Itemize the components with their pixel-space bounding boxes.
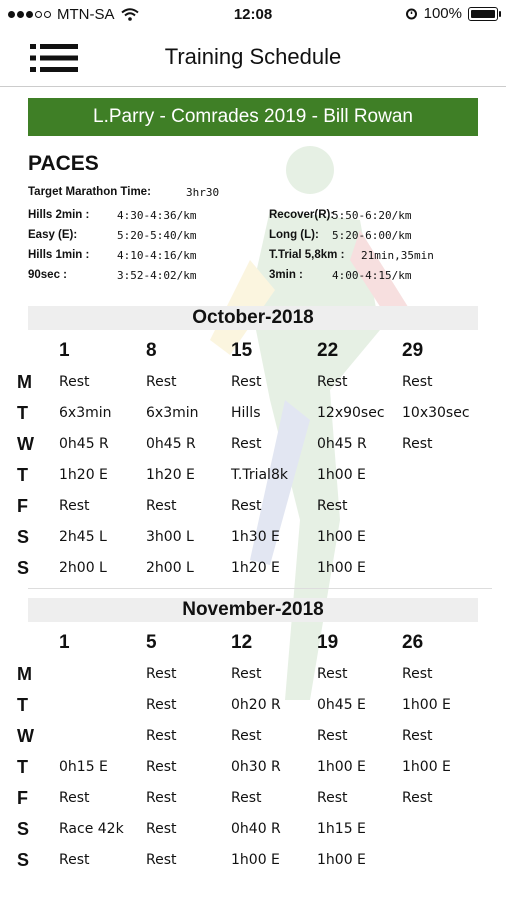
workout-cell: Rest	[59, 852, 90, 868]
workout-cell: 1h30 E	[231, 529, 280, 545]
workout-cell: Rest	[59, 374, 90, 390]
workout-cell: Rest	[146, 821, 177, 837]
plan-banner: L.Parry - Comrades 2019 - Bill Rowan	[28, 98, 478, 136]
workout-cell: 0h45 E	[317, 697, 366, 713]
pace-item	[269, 249, 434, 262]
week-start-date: 1	[59, 340, 70, 361]
workout-cell: Rest	[231, 666, 262, 682]
workout-cell: 3h00 L	[146, 529, 194, 545]
workout-cell: Rest	[146, 728, 177, 744]
pace-value: 5:50-6:20/km	[332, 209, 412, 222]
target-label: Target Marathon Time:	[28, 186, 151, 198]
day-of-week-label: F	[17, 496, 28, 516]
workout-cell: Race 42k	[59, 821, 124, 837]
pace-value: 4:30-4:36/km	[117, 209, 197, 222]
week-start-date: 22	[317, 340, 339, 361]
workout-cell: 1h15 E	[317, 821, 366, 837]
workout-cell: 1h00 E	[317, 852, 366, 868]
week-start-date: 8	[146, 340, 157, 361]
workout-cell: Rest	[317, 728, 348, 744]
pace-value: 3:52-4:02/km	[117, 269, 197, 282]
target-value: 3hr30	[186, 186, 220, 199]
pace-value: 5:20-5:40/km	[117, 229, 197, 242]
workout-cell: 1h00 E	[317, 467, 366, 483]
day-of-week-label: S	[17, 819, 30, 839]
workout-cell: Rest	[146, 759, 177, 775]
workout-cell: Rest	[402, 436, 433, 452]
pace-label: T.Trial 5,8km :	[269, 249, 345, 261]
workout-cell: 12x90sec	[317, 405, 385, 421]
day-of-week-label: T	[17, 403, 28, 423]
day-of-week-label: M	[17, 664, 32, 684]
pace-label: Hills 1min :	[28, 249, 90, 261]
workout-cell: 1h00 E	[317, 529, 366, 545]
alarm-icon	[405, 7, 418, 20]
workout-cell: Rest	[59, 498, 90, 514]
pace-label: Hills 2min :	[28, 209, 90, 221]
pace-value: 4:00-4:15/km	[332, 269, 412, 282]
workout-cell: Rest	[317, 374, 348, 390]
workout-cell: 1h20 E	[146, 467, 195, 483]
month-title: October-2018	[28, 306, 478, 330]
day-of-week-label: S	[17, 850, 30, 870]
pace-item	[269, 229, 412, 242]
workout-cell: 0h30 R	[231, 759, 281, 775]
day-of-week-label: W	[17, 434, 34, 454]
workout-cell: Rest	[402, 728, 433, 744]
pace-item	[28, 229, 197, 242]
workout-cell: 2h00 L	[146, 560, 194, 576]
week-start-date: 19	[317, 632, 339, 653]
workout-cell: 0h20 R	[231, 697, 281, 713]
clock: 12:08	[233, 6, 273, 23]
nav-bar	[0, 30, 506, 87]
carrier-label: MTN-SA	[57, 6, 115, 23]
month-title: November-2018	[28, 598, 478, 622]
week-start-date: 29	[402, 340, 424, 361]
workout-cell: 1h20 E	[231, 560, 280, 576]
workout-cell: Rest	[317, 498, 348, 514]
pace-value: 4:10-4:16/km	[117, 249, 197, 262]
pace-item	[28, 209, 197, 222]
workout-cell: 1h20 E	[59, 467, 108, 483]
pace-value: 5:20-6:00/km	[332, 229, 412, 242]
workout-cell: 1h00 E	[231, 852, 280, 868]
battery-icon	[468, 7, 498, 21]
workout-cell: Rest	[317, 666, 348, 682]
workout-cell: T.Trial8k	[231, 467, 288, 483]
workout-cell: Rest	[146, 852, 177, 868]
workout-cell: 0h45 R	[59, 436, 109, 452]
battery-percent: 100%	[423, 5, 462, 22]
workout-cell: Rest	[231, 728, 262, 744]
pace-item	[269, 269, 412, 282]
workout-cell: 0h40 R	[231, 821, 281, 837]
week-start-date: 12	[231, 632, 253, 653]
workout-cell: Rest	[146, 697, 177, 713]
workout-cell: Hills	[231, 405, 261, 421]
pace-label: Recover(R):	[269, 209, 335, 221]
target-marathon-time	[28, 186, 220, 199]
workout-cell: Rest	[59, 790, 90, 806]
workout-cell: 0h45 R	[146, 436, 196, 452]
week-start-date: 1	[59, 632, 70, 653]
week-start-date: 15	[231, 340, 253, 361]
workout-cell: 6x3min	[59, 405, 112, 421]
day-of-week-label: T	[17, 465, 28, 485]
workout-cell: 1h00 E	[402, 759, 451, 775]
page-title: Training Schedule	[164, 44, 342, 69]
day-of-week-label: F	[17, 788, 28, 808]
workout-cell: Rest	[146, 666, 177, 682]
workout-cell: 10x30sec	[402, 405, 470, 421]
workout-cell: 0h15 E	[59, 759, 108, 775]
pace-item	[28, 249, 197, 262]
month-divider	[28, 588, 492, 589]
week-start-date: 5	[146, 632, 157, 653]
workout-cell: 6x3min	[146, 405, 199, 421]
workout-cell: Rest	[402, 666, 433, 682]
status-bar	[0, 0, 506, 30]
workout-cell: 2h00 L	[59, 560, 107, 576]
workout-cell: 1h00 E	[317, 759, 366, 775]
pace-value: 21min,35min	[361, 249, 434, 262]
day-of-week-label: S	[17, 527, 30, 547]
workout-cell: Rest	[231, 498, 262, 514]
pace-label: 90sec :	[28, 269, 68, 281]
workout-cell: Rest	[231, 790, 262, 806]
workout-cell: Rest	[231, 374, 262, 390]
workout-cell: Rest	[402, 374, 433, 390]
workout-cell: Rest	[146, 498, 177, 514]
workout-cell: Rest	[146, 790, 177, 806]
workout-cell: 1h00 E	[402, 697, 451, 713]
workout-cell: Rest	[402, 790, 433, 806]
day-of-week-label: W	[17, 726, 34, 746]
week-start-date: 26	[402, 632, 424, 653]
workout-cell: Rest	[317, 790, 348, 806]
pace-label: Easy (E):	[28, 229, 78, 241]
day-of-week-label: M	[17, 372, 32, 392]
pace-item	[28, 269, 197, 282]
day-of-week-label: T	[17, 757, 28, 777]
pace-label: 3min :	[269, 269, 303, 281]
workout-cell: 2h45 L	[59, 529, 107, 545]
workout-cell: 0h45 R	[317, 436, 367, 452]
pace-item	[269, 209, 412, 222]
paces-heading: PACES	[28, 152, 99, 175]
workout-cell: Rest	[231, 436, 262, 452]
day-of-week-label: S	[17, 558, 30, 578]
day-of-week-label: T	[17, 695, 28, 715]
pace-label: Long (L):	[269, 229, 319, 241]
workout-cell: Rest	[146, 374, 177, 390]
workout-cell: 1h00 E	[317, 560, 366, 576]
